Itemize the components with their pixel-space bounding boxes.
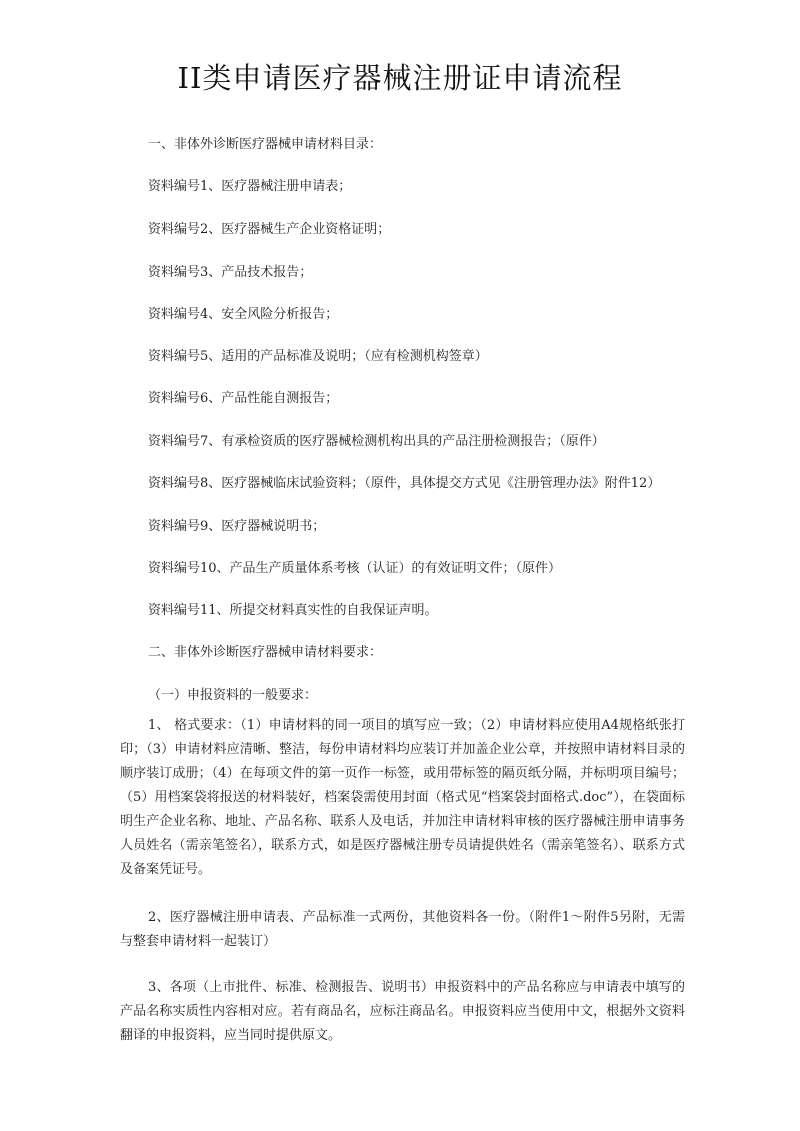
requirement-product-name: 3、各项（上市批件、标准、检测报告、说明书）申报资料中的产品名称应与申请表中填写的产品名称实质性内容相对应。若有商品名，应标注商品名。申报资料应当使用中文，根据外文资料翻译的申报资料，应当同时提供原文。 (120, 980, 685, 1043)
material-item-1: 资料编号1、医疗器械注册申请表； (148, 179, 352, 194)
material-item-7: 资料编号7、有承检资质的医疗器械检测机构出具的产品注册检测报告；（原件） (148, 434, 605, 449)
requirement-copies: 2、医疗器械注册申请表、产品标准一式两份，其他资料各一份。（附件1～附件5另附，无需与整套申请材料一起装订） (120, 910, 685, 949)
material-item-3: 资料编号3、产品技术报告； (148, 265, 313, 280)
material-item-5: 资料编号5、适用的产品标准及说明；（应有检测机构签章） (148, 349, 488, 364)
subsection-1-heading: （一）申报资料的一般要求： (148, 688, 318, 703)
document-title: II类申请医疗器械注册证申请流程 (177, 61, 623, 95)
material-item-9: 资料编号9、医疗器械说明书； (148, 519, 326, 534)
material-item-2: 资料编号2、医疗器械生产企业资格证明； (148, 222, 391, 237)
material-item-4: 资料编号4、安全风险分析报告； (148, 307, 339, 322)
material-item-11: 资料编号11、所提交材料真实性的自我保证声明。 (148, 603, 438, 618)
material-item-6: 资料编号6、产品性能自测报告； (148, 391, 339, 406)
material-item-8: 资料编号8、医疗器械临床试验资料；（原件，具体提交方式见《注册管理办法》附件12） (148, 476, 661, 491)
section-2-heading: 二、非体外诊断医疗器械申请材料要求： (148, 645, 383, 660)
material-item-10: 资料编号10、产品生产质量体系考核（认证）的有效证明文件；（原件） (148, 561, 562, 576)
section-1-heading: 一、非体外诊断医疗器械申请材料目录： (148, 137, 383, 152)
requirement-format: 1、 格式要求：（1）申请材料的同一项目的填写应一致；（2）申请材料应使用A4规格纸张打印；（3）申请材料应清晰、整洁，每份申请材料均应装订并加盖企业公章，并按照申请材料目录的顺序装订成册；（4）在每项文件的第一页作一标签，或用带标签的隔页纸分隔，并标明项目编号；（5）用档案袋将报送的材料装好，档案袋需使用封面（格式见“档案袋封面格式.doc”），在袋面标明生产企业名称、地址、产品名称、联系人及电话，并加注申请材料审核的医疗器械注册申请事务人员姓名（需亲笔签名），联系方式，如是医疗器械注册专员请提供姓名（需亲笔签名）、联系方式及备案凭证号。 (120, 718, 685, 877)
